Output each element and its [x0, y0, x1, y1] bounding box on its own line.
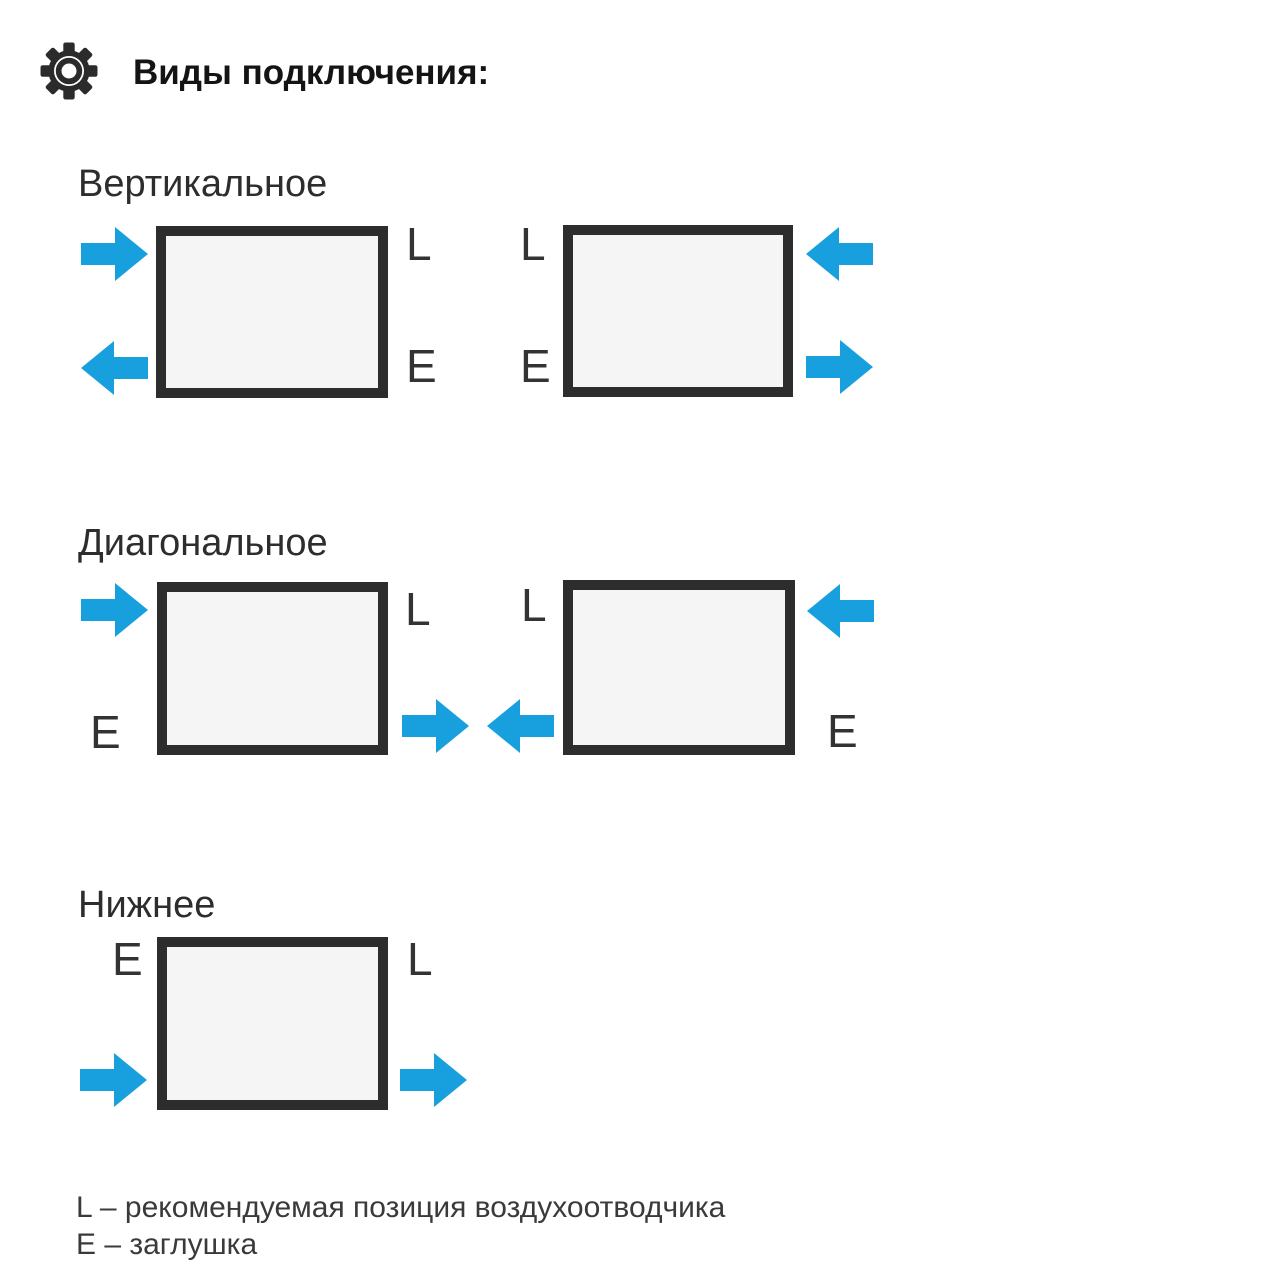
arrow-right-icon: [81, 227, 148, 281]
radiator-frame: [563, 225, 793, 397]
section-label-vertical: Вертикальное: [78, 163, 328, 205]
port-label-e: E: [112, 933, 143, 985]
port-label-l: L: [407, 933, 433, 985]
legend-line-e: E – заглушка: [76, 1228, 258, 1261]
section-label-diagonal: Диагональное: [78, 522, 328, 564]
legend: [76, 1189, 725, 1263]
port-label-e: E: [90, 706, 121, 758]
radiator-frame: [156, 226, 388, 398]
port-label-l: L: [406, 218, 432, 270]
arrow-left-icon: [81, 341, 148, 395]
arrow-left-icon: [806, 227, 873, 281]
radiator-frame: [157, 937, 388, 1110]
legend-line-l: L – рекомендуемая позиция воздухоотводчика: [76, 1191, 726, 1224]
arrow-right-icon: [80, 1053, 147, 1107]
port-label-e: E: [520, 340, 551, 392]
port-label-e: E: [406, 340, 437, 392]
section-label-bottom: Нижнее: [78, 884, 216, 926]
radiator-frame: [157, 582, 388, 755]
arrow-left-icon: [807, 584, 874, 638]
port-label-l: L: [520, 218, 546, 270]
gear-icon: [40, 42, 98, 100]
arrow-right-icon: [806, 340, 873, 394]
arrow-left-icon: [487, 699, 554, 753]
arrow-right-icon: [400, 1053, 467, 1107]
radiator-frame: [563, 580, 795, 755]
page-title: Виды подключения:: [133, 53, 490, 92]
arrow-right-icon: [402, 699, 469, 753]
port-label-e: E: [827, 705, 858, 757]
port-label-l: L: [405, 583, 431, 635]
arrow-right-icon: [81, 583, 148, 637]
port-label-l: L: [521, 579, 547, 631]
